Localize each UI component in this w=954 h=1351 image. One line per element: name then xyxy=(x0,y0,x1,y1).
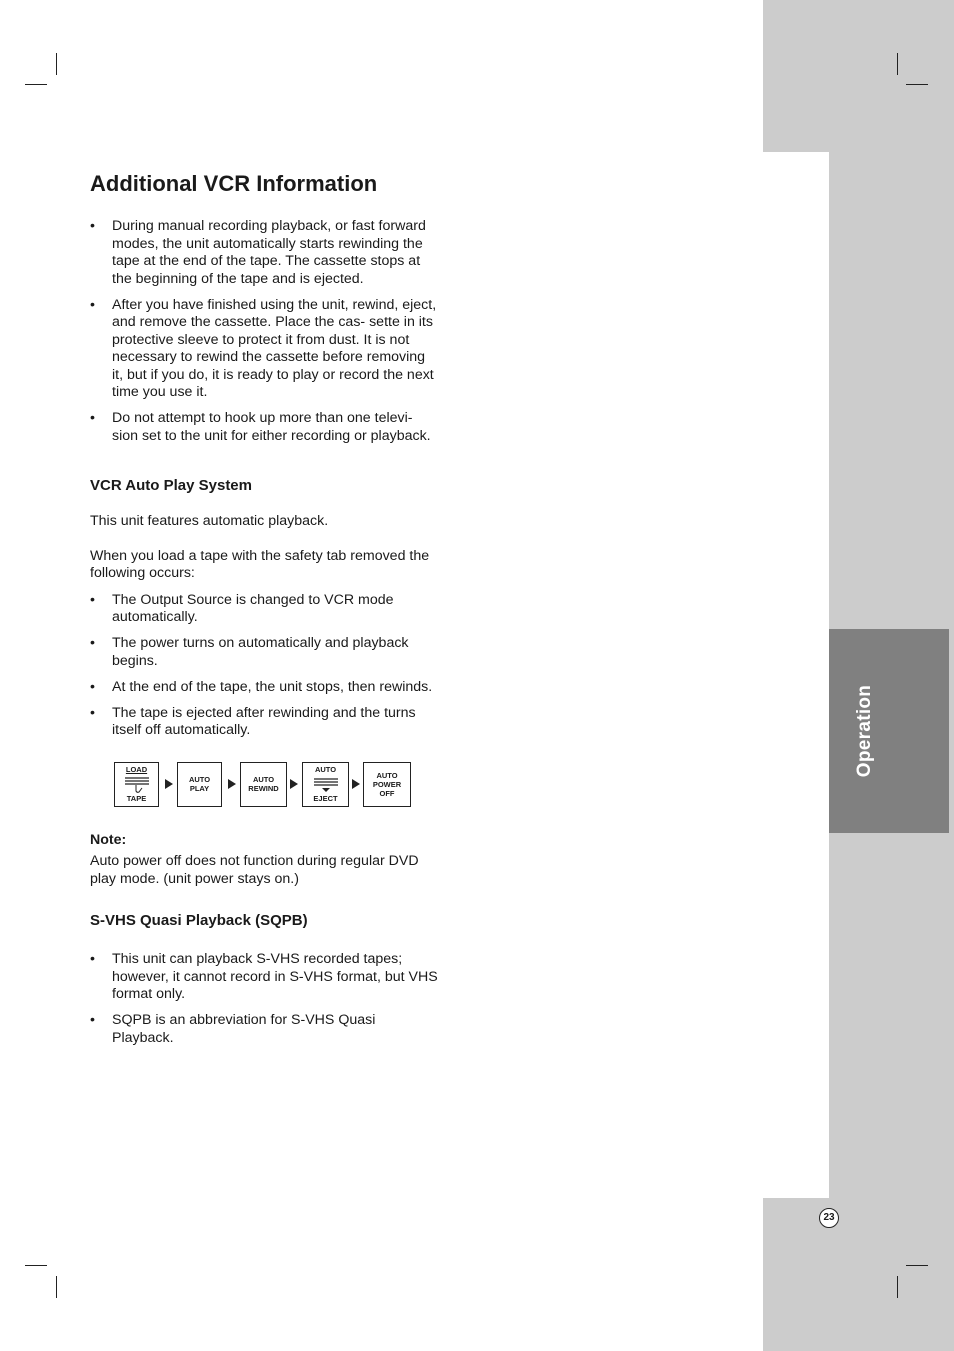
sqpb-list xyxy=(90,951,440,1047)
intro-list xyxy=(90,218,440,445)
main-content xyxy=(90,170,440,1056)
page-number: 23 xyxy=(819,1208,839,1228)
load-label: LOAD xyxy=(125,764,148,774)
auto-rewind-label: AUTO REWIND xyxy=(248,775,279,793)
crop-mark xyxy=(906,84,928,85)
crop-mark xyxy=(906,1265,928,1266)
auto-play-flow-diagram xyxy=(90,762,440,810)
list-item: • The Output Source is changed to VCR mode automatically. xyxy=(90,592,440,627)
sqpb-heading: S-VHS Quasi Playback (SQPB) xyxy=(90,912,308,929)
auto-rewind-box xyxy=(240,762,287,807)
note-text: Auto power off does not function during regular DVD play mode. (unit power stays on.) xyxy=(90,853,419,887)
arrow-right-icon xyxy=(290,779,298,789)
arrow-right-icon xyxy=(352,779,360,789)
list-item: • During manual recording playback, or fast forward modes, the unit automatically starts rewinding the tape at the end of the tape. The cassette stops at the beginning of the tape and is ejected. xyxy=(90,218,440,288)
auto-play-label: AUTO PLAY xyxy=(188,775,211,793)
list-item: • At the end of the tape, the unit stops, then rewinds. xyxy=(90,679,440,697)
auto-play-box xyxy=(177,762,222,807)
cassette-insert-icon xyxy=(122,776,152,794)
auto-play-list xyxy=(90,592,440,740)
arrow-right-icon xyxy=(165,779,173,789)
list-item: • SQPB is an abbreviation for S-VHS Quasi Playback. xyxy=(90,1012,440,1047)
load-tape-box xyxy=(114,762,159,807)
section-tab-label: Operation xyxy=(854,684,875,778)
crop-mark xyxy=(897,1276,898,1298)
eject-label: EJECT xyxy=(313,793,338,803)
page-title: Additional VCR Information xyxy=(90,171,378,196)
auto-power-off-box xyxy=(363,762,411,807)
crop-mark xyxy=(25,84,47,85)
tape-label: TAPE xyxy=(126,793,147,803)
list-item: • The tape is ejected after rewinding and the turns itself off automatically. xyxy=(90,705,440,740)
list-item: • The power turns on automatically and playback begins. xyxy=(90,635,440,670)
arrow-right-icon xyxy=(228,779,236,789)
list-item: • After you have finished using the unit, rewind, eject, and remove the cassette. Place the cas- sette in its protective sleeve to protect it from dust. It is not necessary to rewind the cassette before removing it, but if you do, it is ready to play or record the next time you use it. xyxy=(90,297,440,402)
crop-mark xyxy=(56,53,57,75)
crop-mark xyxy=(56,1276,57,1298)
auto-power-off-label: AUTO POWER OFF xyxy=(372,770,402,798)
auto-eject-box xyxy=(302,762,349,807)
auto-play-para-2: When you load a tape with the safety tab removed the following occurs: xyxy=(90,547,430,581)
crop-mark xyxy=(897,53,898,75)
auto-play-heading: VCR Auto Play System xyxy=(90,477,252,494)
side-margin-bottom xyxy=(763,1198,954,1351)
section-tab xyxy=(829,629,949,833)
auto-label: AUTO xyxy=(314,764,337,774)
crop-mark xyxy=(25,1265,47,1266)
list-item: • This unit can playback S-VHS recorded tapes; however, it cannot record in S-VHS format, but VHS format only. xyxy=(90,951,440,1004)
auto-play-para-1: This unit features automatic playback. xyxy=(90,513,329,529)
list-item: • Do not attempt to hook up more than one televi- sion set to the unit for either recording or playback. xyxy=(90,410,440,445)
eject-icon xyxy=(311,777,341,793)
note-label: Note: xyxy=(90,831,127,848)
